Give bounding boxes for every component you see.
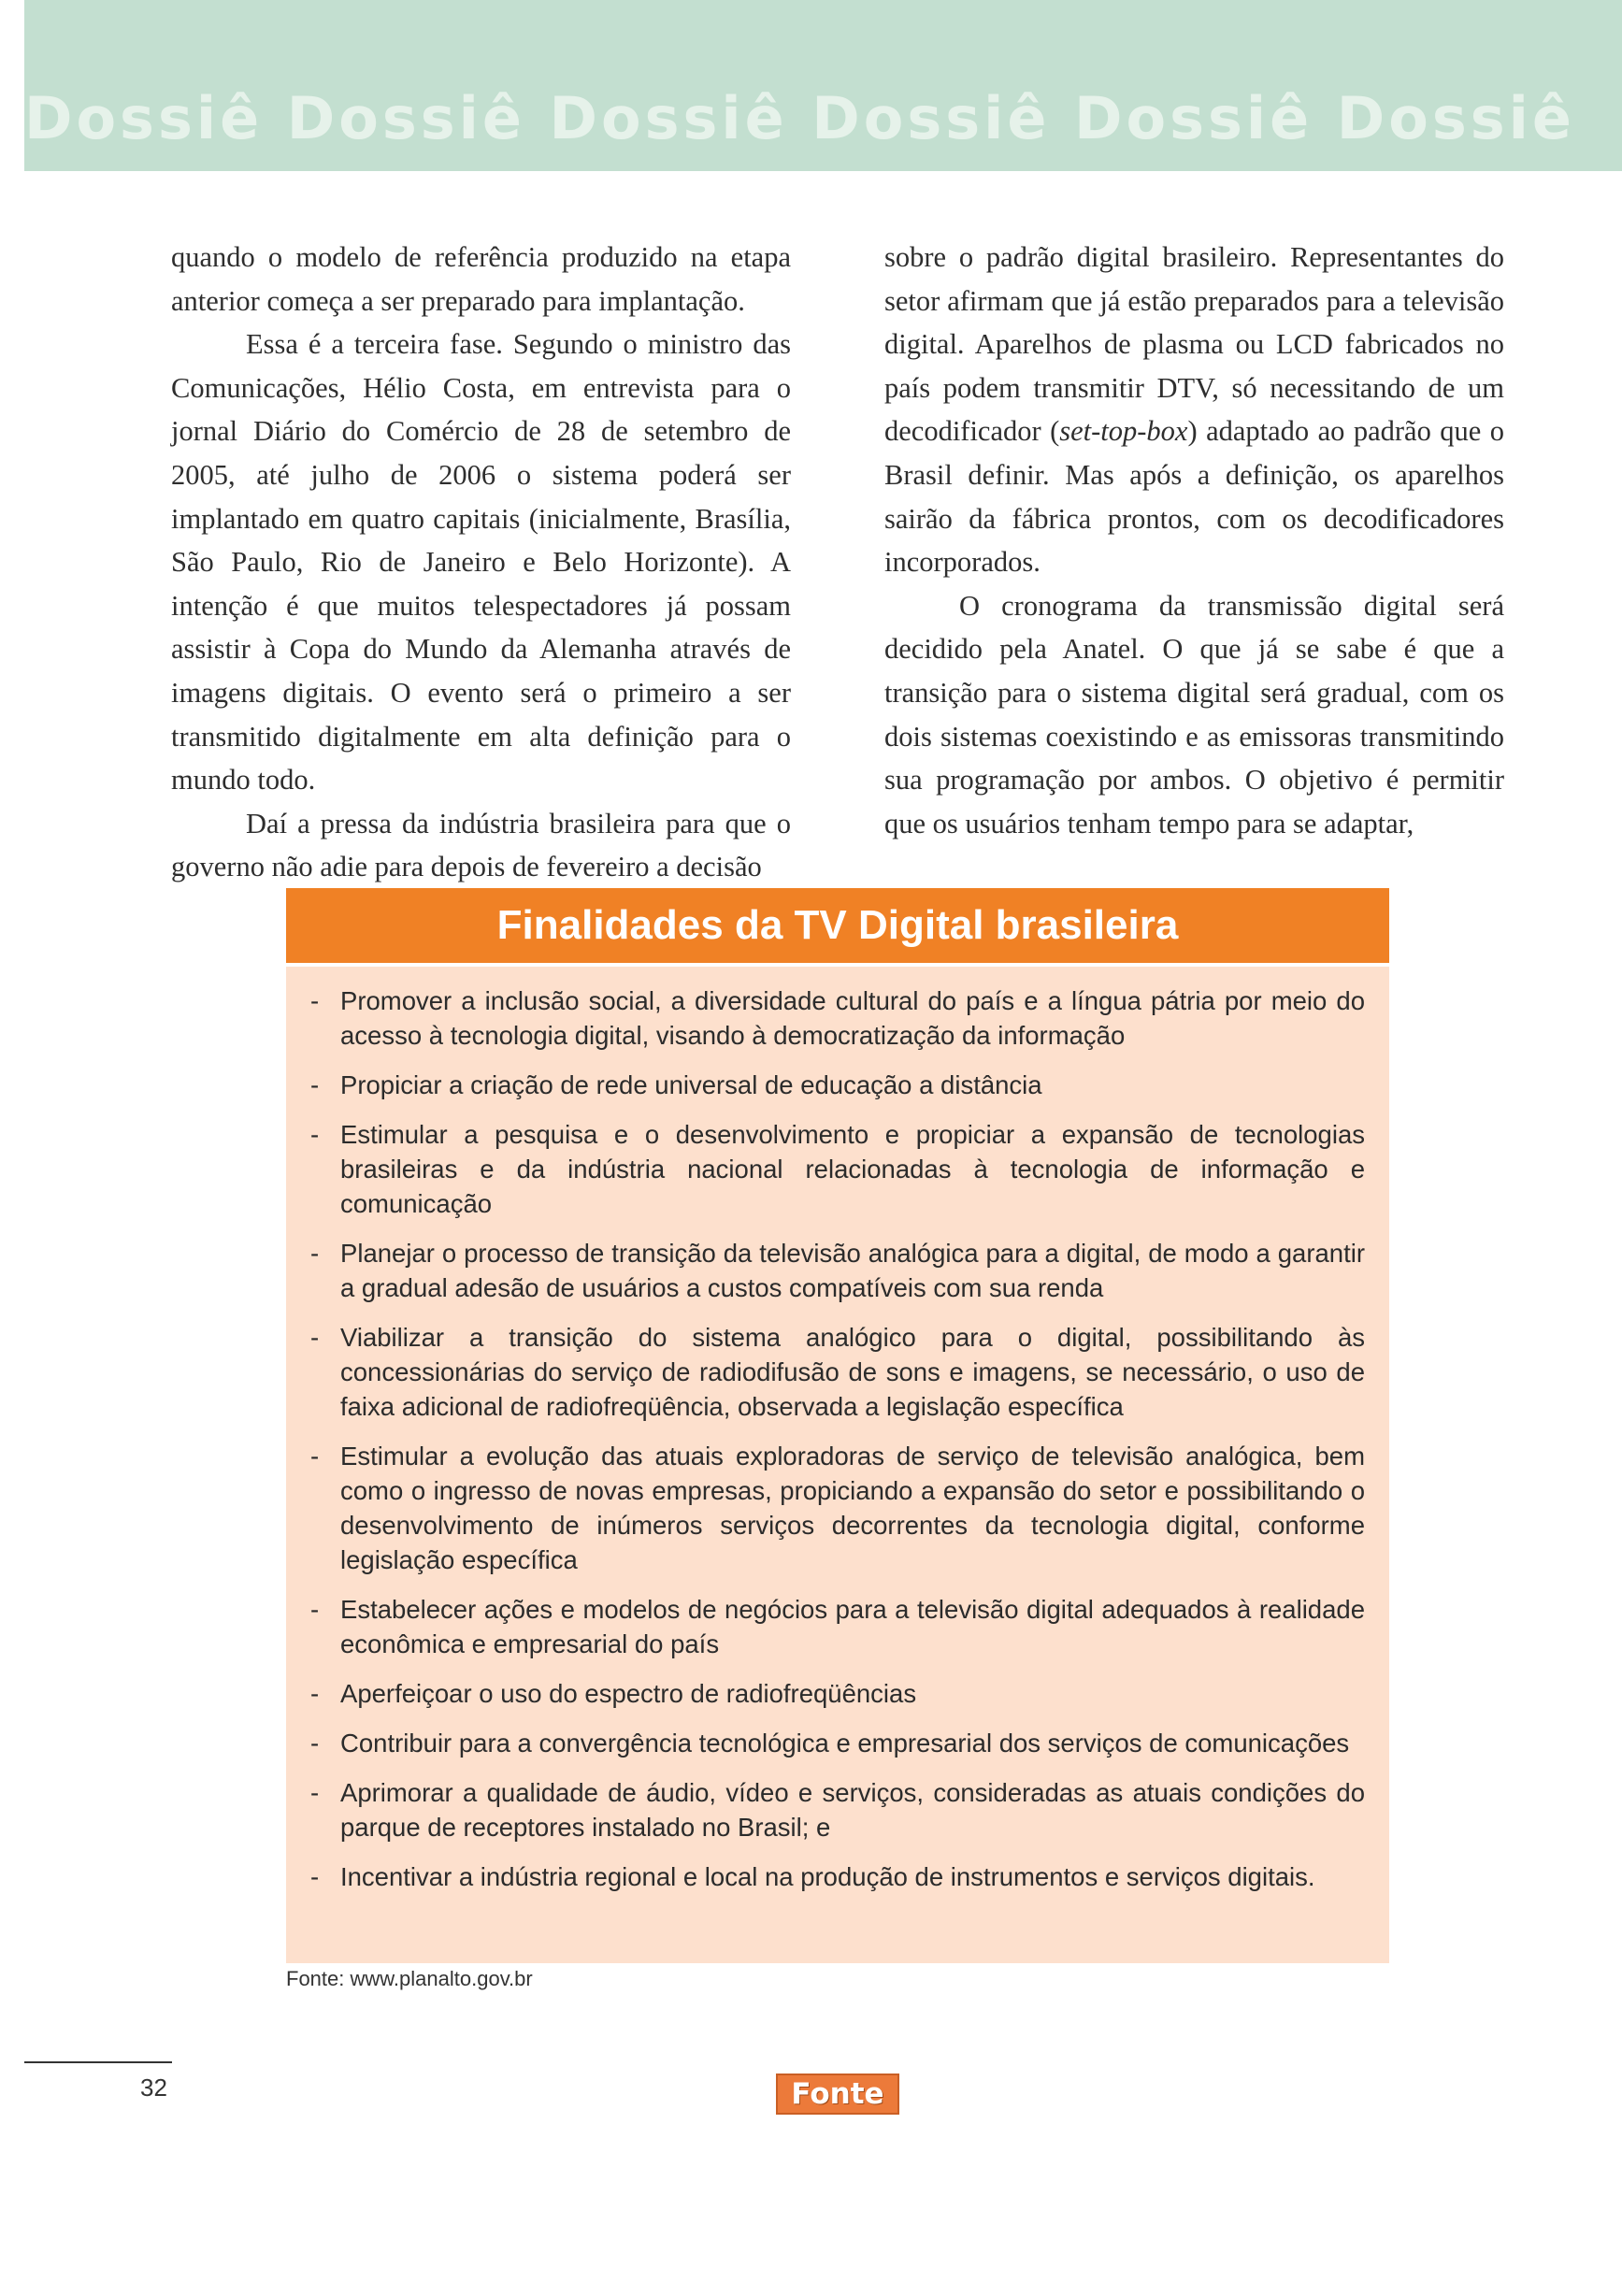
list-item	[309, 1592, 1365, 1661]
list-item	[309, 983, 1365, 1053]
article-right-column	[884, 236, 1504, 845]
article-left-column	[171, 236, 791, 889]
article-paragraph: Essa é a terceira fase. Segundo o ministro das Comunicações, Hélio Costa, em entrevista para o jornal Diário do Comércio de 28 de setembro de 2005, até julho de 2006 o sistema poderá ser implantado em quatro capitais (inicialmente, Brasília, São Paulo, Rio de Janeiro e Belo Horizonte). A intenção é que muitos telespectadores já possam assistir à Copa do Mundo da Alemanha através de imagens digitais. O evento será o primeiro a ser transmitido digitalmente em alta definição para o mundo todo.	[171, 328, 791, 796]
list-item	[309, 1859, 1365, 1894]
list-dash: -	[310, 986, 320, 1015]
fonte-logo: Fonte	[776, 2074, 899, 2115]
list-dash: -	[310, 1679, 320, 1708]
banner-title: Dossiê Dossiê Dossiê Dossiê Dossiê Dossiê	[24, 84, 1575, 152]
footer-divider	[24, 2061, 172, 2063]
article-paragraph	[884, 236, 1504, 584]
list-item-text: Aperfeiçoar o uso do espectro de radiofreqüências	[340, 1679, 917, 1708]
list-dash: -	[310, 1239, 320, 1268]
list-item-text: Incentivar a indústria regional e local na produção de instrumentos e serviços digitais.	[340, 1862, 1315, 1891]
page-number: 32	[140, 2074, 167, 2102]
list-item	[309, 1726, 1365, 1760]
list-item-text: Aprimorar a qualidade de áudio, vídeo e serviços, consideradas as atuais condições do parque de receptores instalado no Brasil; e	[340, 1778, 1365, 1842]
list-item-text: Propiciar a criação de rede universal de educação a distância	[340, 1070, 1042, 1099]
list-dash: -	[310, 1442, 320, 1471]
list-dash: -	[310, 1120, 320, 1149]
list-dash: -	[310, 1729, 320, 1758]
list-item-text: Estimular a evolução das atuais exploradoras de serviço de televisão analógica, bem como o ingresso de novas empresas, propiciando a expansão do setor e possibilitando o desenvolvimento de inúmeros serviços decorrentes da tecnologia digital, conforme legislação específica	[340, 1442, 1365, 1574]
list-item-text: Contribuir para a convergência tecnológica e empresarial dos serviços de comunicações	[340, 1729, 1350, 1758]
list-item	[309, 1068, 1365, 1102]
list-item-text: Viabilizar a transição do sistema analógico para o digital, possibilitando às concessionárias do serviço de radiodifusão de sons e imagens, se necessário, o uso de faixa adicional de radiofreqüência, observada a legislação específica	[340, 1323, 1365, 1421]
section-banner	[24, 0, 1622, 171]
list-item	[309, 1676, 1365, 1711]
list-item	[309, 1439, 1365, 1577]
paragraph-text: sobre o padrão digital brasileiro. Representantes do setor afirmam que já estão preparados para a televisão digital. Aparelhos de plasma ou LCD fabricados no país podem transmitir DTV, só necessitando de um decodificador (	[884, 241, 1504, 448]
purposes-list	[286, 967, 1389, 1894]
list-item	[309, 1320, 1365, 1424]
list-dash: -	[310, 1595, 320, 1624]
purposes-box	[286, 888, 1389, 1963]
list-item	[309, 1775, 1365, 1844]
paragraph-text: ) adaptado ao padrão que o Brasil definir. Mas após a definição, os aparelhos sairão da fábrica prontos, com os decodificadores incorporados.	[884, 415, 1504, 579]
list-item	[309, 1117, 1365, 1221]
list-item-text: Planejar o processo de transição da televisão analógica para a digital, de modo a garantir a gradual adesão de usuários a custos compatíveis com sua renda	[340, 1239, 1365, 1302]
box-title: Finalidades da TV Digital brasileira	[286, 888, 1389, 967]
list-item-text: Estimular a pesquisa e o desenvolvimento e propiciar a expansão de tecnologias brasileiras e da indústria nacional relacionadas à tecnologia de informação e comunicação	[340, 1120, 1365, 1218]
article-paragraph: O cronograma da transmissão digital será decidido pela Anatel. O que já se sabe é que a transição para o sistema digital será gradual, com os dois sistemas coexistindo e as emissoras transmitindo sua programação por ambos. O objetivo é permitir que os usuários tenham tempo para se adaptar,	[884, 589, 1504, 839]
list-dash: -	[310, 1070, 320, 1099]
italic-term: set-top-box	[1059, 415, 1188, 448]
list-item	[309, 1236, 1365, 1305]
list-dash: -	[310, 1323, 320, 1352]
list-item-text: Estabelecer ações e modelos de negócios para a televisão digital adequados à realidade econômica e empresarial do país	[340, 1595, 1365, 1658]
list-item-text: Promover a inclusão social, a diversidade cultural do país e a língua pátria por meio do acesso à tecnologia digital, visando à democratização da informação	[340, 986, 1365, 1050]
list-dash: -	[310, 1778, 320, 1807]
article-paragraph: quando o modelo de referência produzido na etapa anterior começa a ser preparado para implantação.	[171, 241, 791, 317]
source-caption: Fonte: www.planalto.gov.br	[286, 1967, 533, 1990]
list-dash: -	[310, 1862, 320, 1891]
article-paragraph: Daí a pressa da indústria brasileira para que o governo não adie para depois de fevereiro a decisão	[171, 807, 791, 883]
